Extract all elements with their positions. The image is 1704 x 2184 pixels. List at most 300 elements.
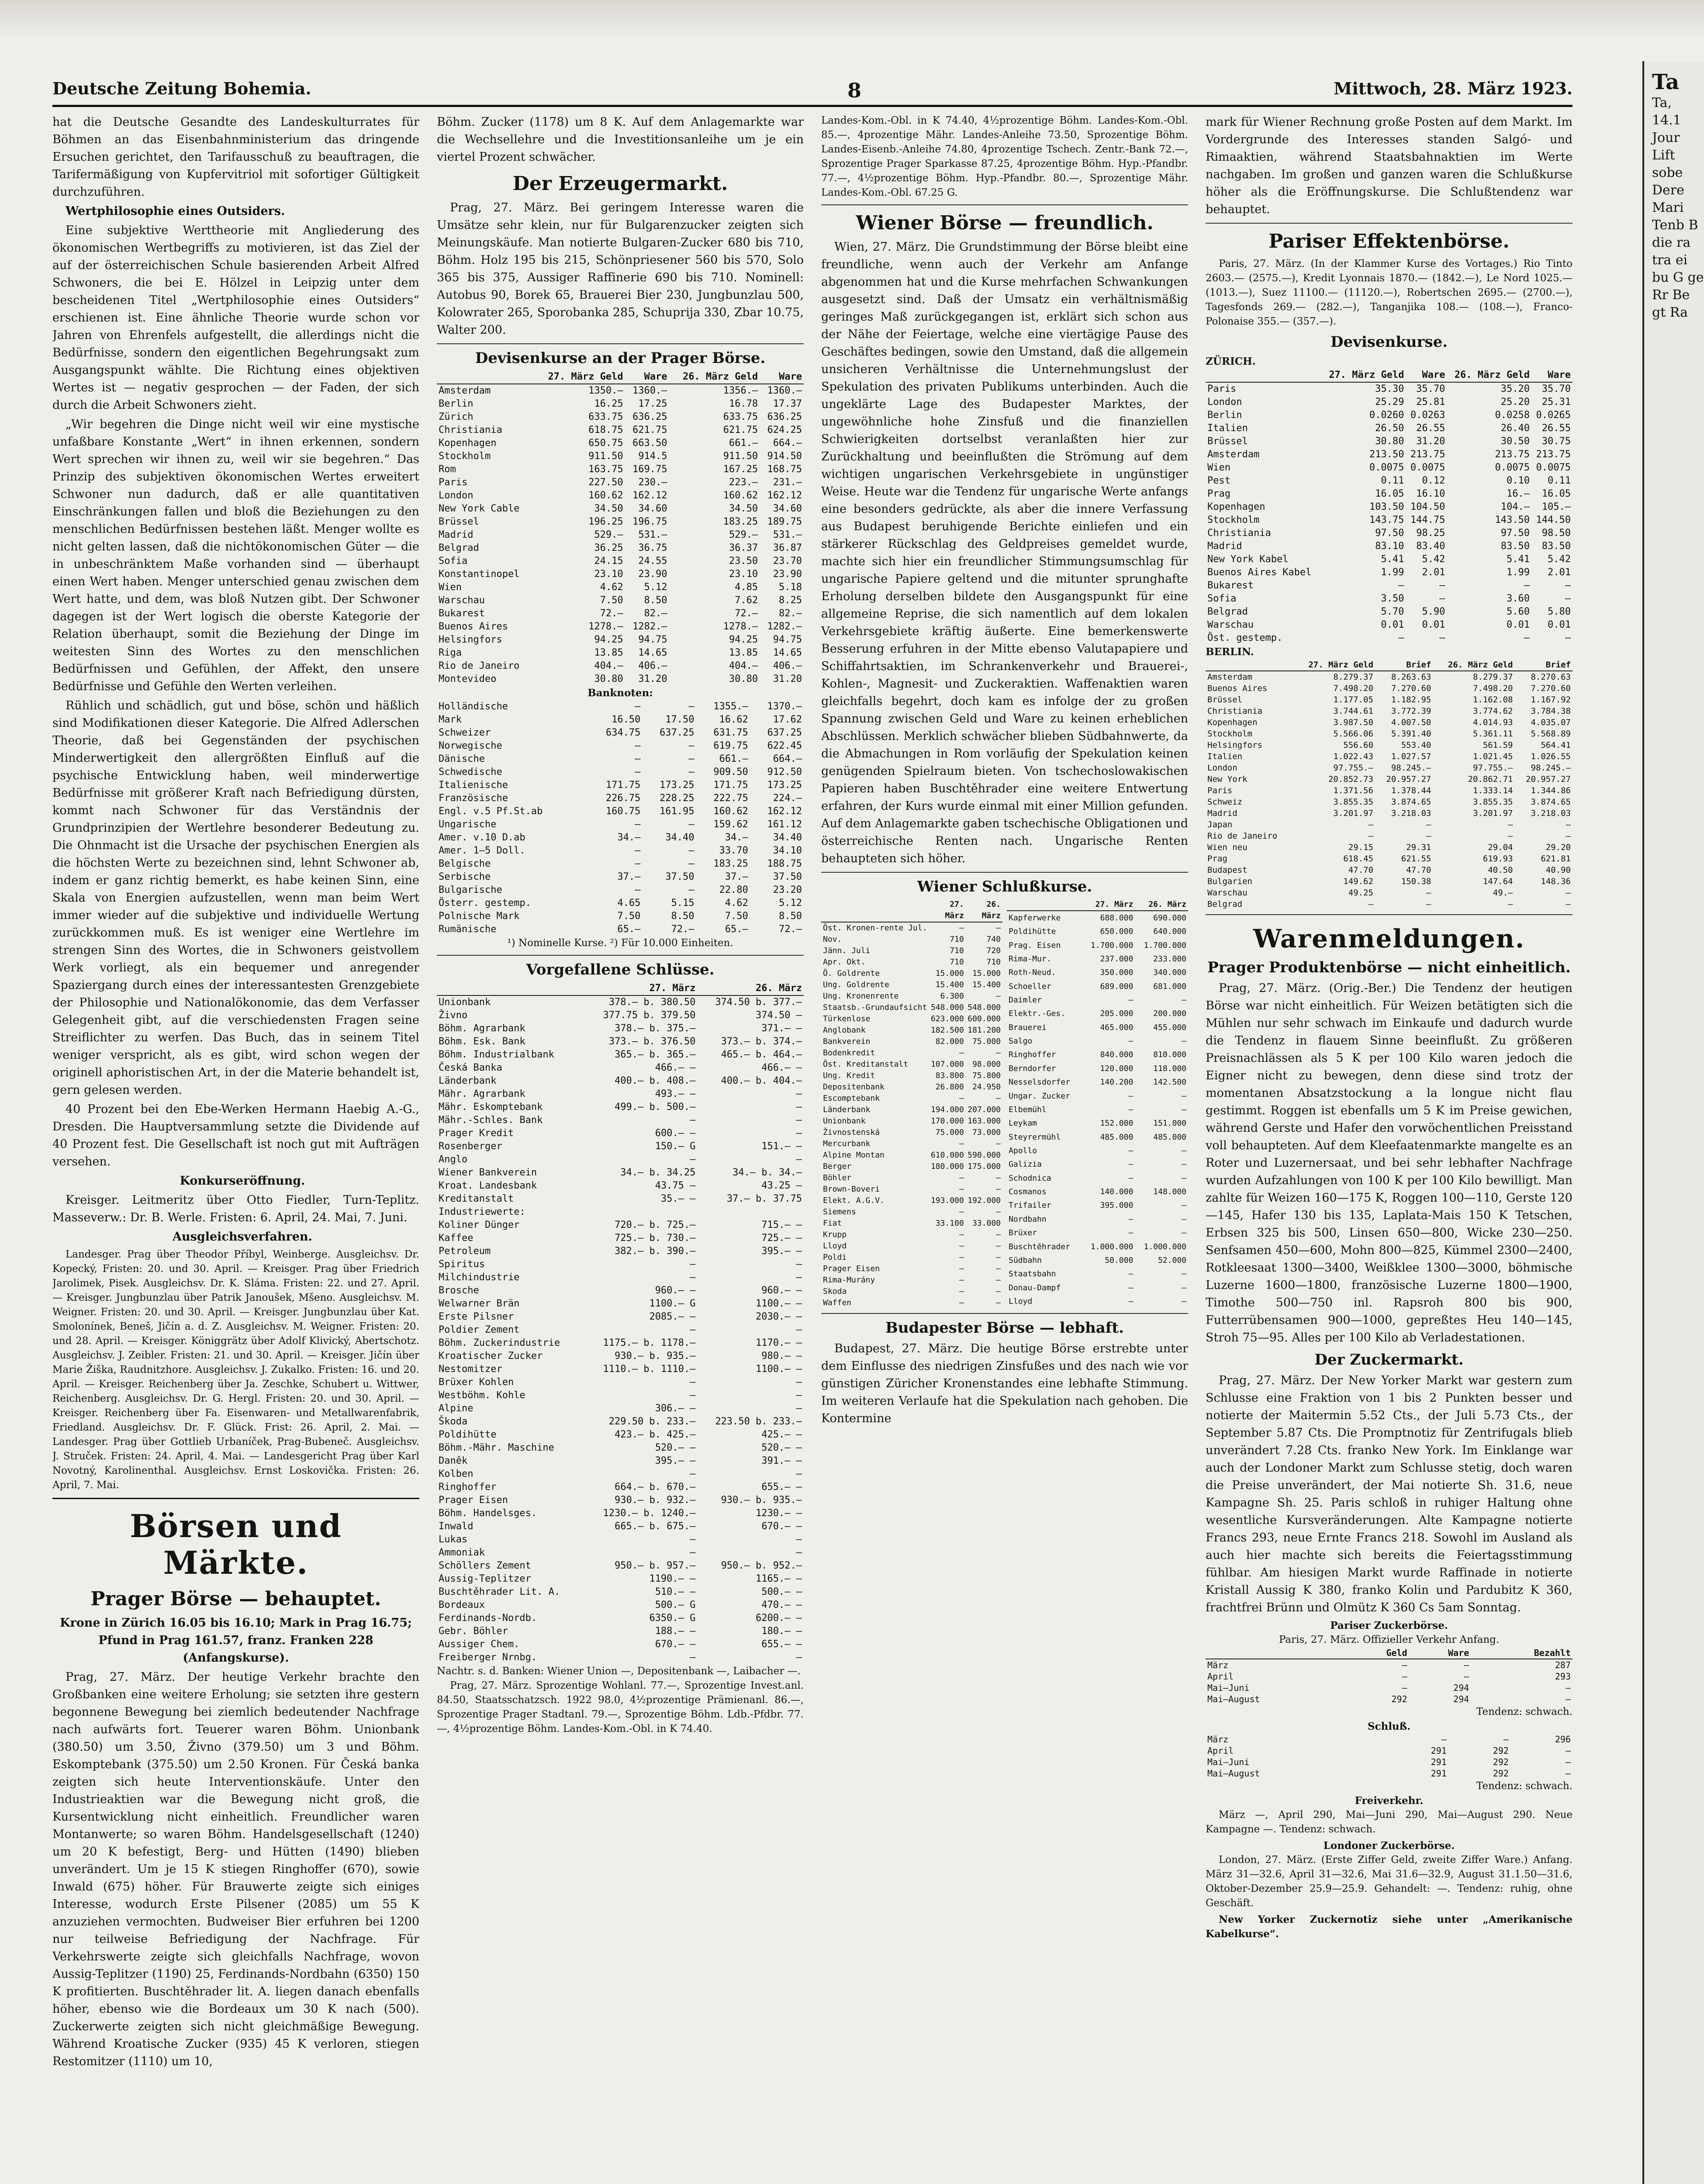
- zurich-cell: —: [1524, 632, 1530, 643]
- banknoten-cell: 173.25: [767, 780, 802, 791]
- banknoten-heading: Banknoten:: [588, 687, 653, 699]
- banknoten-cell: 8.50: [779, 911, 802, 922]
- berlin-cell: 3.987.50: [1333, 718, 1373, 727]
- schluesse-cell: 1230.— b. 1240.—: [603, 1508, 696, 1519]
- wiener-schluss-b-row: [1007, 1048, 1188, 1062]
- divider: [437, 955, 804, 956]
- berlin-row: [1206, 705, 1573, 717]
- schluesse-cell: Gebr. Böhler: [439, 1626, 508, 1637]
- zurich-cell: 5.41: [1381, 554, 1404, 565]
- banknoten-cell: Österr. gestemp.: [439, 898, 531, 909]
- wiener-schluss-b-cell: 120.000: [1100, 1064, 1134, 1073]
- berlin-row: [1206, 819, 1573, 830]
- zurich-cell: Brüssel: [1207, 436, 1248, 447]
- zurich-row: [1206, 579, 1573, 592]
- zurich-cell: 213.75: [1410, 449, 1445, 460]
- devisen-cell: 14.65: [773, 647, 802, 658]
- pariser-zucker-b-cell: 291: [1431, 1745, 1447, 1756]
- berlin-cell: 7.498.20: [1333, 684, 1373, 693]
- schluesse-cell: Mähr. Agrarbank: [439, 1089, 525, 1099]
- banknoten-row: [437, 923, 804, 936]
- wiener-schluss-cell: 175.000: [968, 1162, 1001, 1171]
- schluesse-cell: Ferdinands-Nordb.: [439, 1613, 537, 1624]
- berlin-row: [1206, 842, 1573, 853]
- banknoten-cell: 33.70: [719, 845, 748, 856]
- wiener-schluss-cell: 548.000: [968, 1003, 1001, 1012]
- schluesse-cell: —: [690, 1115, 696, 1126]
- schluesse-cell: 151.— —: [761, 1141, 802, 1152]
- berlin-cell: 47.70: [1406, 865, 1431, 875]
- adjacent-text: Ta, 14.1 Jour Lift sobe Dere Mari Tenb B die ra tra ei bu G ge Rr Be gt Ra: [1652, 95, 1704, 320]
- banknoten-cell: 1355.—: [713, 701, 748, 712]
- schluesse-cell: 423.— b. 425.—: [614, 1429, 696, 1440]
- banknoten-cell: 34.40: [773, 832, 802, 843]
- schluesse-cell: —: [796, 1115, 802, 1126]
- schluesse-cell: 1190.— —: [649, 1573, 696, 1584]
- schluesse-cell: Ammoniak: [439, 1547, 485, 1558]
- zurich-row: [1206, 487, 1573, 501]
- berlin-cell: 98.245.—: [1531, 763, 1571, 773]
- wiener-schluss-cell: Berger: [823, 1162, 852, 1171]
- pariser-zucker-cell: 287: [1555, 1660, 1571, 1670]
- berlin-cell: 5.361.11: [1472, 729, 1513, 739]
- banknoten-cell: 637.25: [660, 727, 695, 738]
- devisen-cell: 1278.—: [588, 621, 623, 632]
- schluesse-cell: —: [796, 1377, 802, 1388]
- zurich-cell: 5.90: [1422, 606, 1445, 617]
- zurich-cell: Bukarest: [1207, 580, 1254, 591]
- zurich-cell: 0.11: [1381, 475, 1404, 486]
- zurich-cell: 213.75: [1536, 449, 1571, 460]
- banknoten-cell: 222.75: [713, 793, 748, 804]
- pariser-zucker-cell: Mai—August: [1207, 1694, 1260, 1704]
- schluesse-row: [437, 1638, 804, 1651]
- berlin-cell: 29.04: [1488, 843, 1513, 852]
- schluesse-cell: Aussiger Chem.: [439, 1639, 520, 1650]
- wiener-schluss-b-cell: 640.000: [1153, 927, 1186, 936]
- schluesse-cell: 378.— b. 375.—: [614, 1023, 696, 1034]
- devisen-cell: 167.25: [723, 464, 758, 475]
- zurich-row: [1206, 619, 1573, 632]
- zurich-cell: Christiania: [1207, 528, 1271, 539]
- wiener-schluss-row: [821, 957, 1002, 968]
- pariser-zucker-header: Geld: [1347, 1647, 1409, 1659]
- devisen-cell: 168.75: [767, 464, 802, 475]
- wiener-schluss-cell: —: [996, 1207, 1001, 1216]
- berlin-row: [1206, 694, 1573, 705]
- wiener-schluss-b-row: [1007, 1144, 1188, 1158]
- banknoten-cell: —: [688, 885, 695, 895]
- banknoten-cell: 72.—: [779, 924, 802, 935]
- banknoten-cell: 173.25: [660, 780, 695, 791]
- banknoten-row: [437, 884, 804, 897]
- devisen-cell: 13.85: [594, 647, 623, 658]
- schluesse-cell: 1100.— —: [756, 1364, 802, 1375]
- devisen-cell: 23.10: [729, 569, 758, 580]
- wiener-schluss-row: [821, 1059, 1002, 1070]
- zurich-cell: 104.—: [1500, 501, 1530, 512]
- schluesse-cell: 188.— —: [655, 1626, 696, 1637]
- banknoten-cell: 34.—: [725, 832, 748, 843]
- berlin-row: [1206, 728, 1573, 740]
- devisen-cell: 663.50: [632, 438, 667, 449]
- devisen-cell: 231.—: [773, 477, 802, 488]
- berlin-cell: 149.62: [1343, 877, 1373, 886]
- berlin-table: [1206, 659, 1573, 910]
- wiener-schluss-b-cell: 205.000: [1100, 1009, 1134, 1019]
- devisen-cell: Rio de Janeiro: [439, 660, 520, 671]
- banknoten-cell: Italienische: [439, 780, 508, 791]
- berlin-cell: —: [1508, 899, 1513, 909]
- schluesse-cell: —: [796, 1154, 802, 1165]
- zurich-cell: 104.50: [1410, 501, 1445, 512]
- zurich-cell: 98.50: [1542, 528, 1571, 539]
- pariser-zucker-b-cell: 292: [1493, 1768, 1509, 1779]
- zurich-cell: 0.01: [1422, 619, 1445, 630]
- schluesse-cell: 466.— —: [655, 1062, 696, 1073]
- berlin-row: [1206, 808, 1573, 819]
- wiener-schluss-cell: 710: [950, 935, 964, 944]
- banknoten-cell: 5.15: [671, 898, 695, 909]
- zurich-header: 26. März Geld: [1447, 369, 1531, 382]
- devisen-row: [437, 463, 804, 476]
- wiener-schluss-b-cell: 350.000: [1100, 968, 1134, 978]
- wiener-schlusskurse-table-a: [821, 899, 1002, 1309]
- banknoten-row: [437, 857, 804, 871]
- banknoten-row: [437, 805, 804, 818]
- wiener-schluss-b-cell: Galizia: [1009, 1160, 1042, 1169]
- wiener-schluss-cell: —: [996, 1139, 1001, 1148]
- berlin-cell: 3.774.62: [1472, 706, 1513, 716]
- column-4: [1206, 114, 1573, 2184]
- wiener-schluss-cell: 75.000: [935, 1128, 964, 1137]
- wiener-schluss-b-row: [1007, 1295, 1188, 1309]
- wiener-schluss-b-cell: —: [1182, 1283, 1186, 1292]
- wiener-schluss-b-cell: Prag. Eisen: [1009, 940, 1061, 950]
- berlin-cell: —: [1566, 820, 1571, 829]
- berlin-cell: 1.026.55: [1531, 752, 1571, 761]
- schluesse-row: [437, 1061, 804, 1075]
- berlin-cell: 1.378.44: [1391, 786, 1431, 795]
- wiener-schluss-b-header: [1007, 899, 1082, 911]
- devisen-cell: 30.80: [729, 674, 758, 684]
- wiener-schluss-cell: 600.000: [968, 1014, 1001, 1023]
- banknoten-cell: —: [635, 858, 641, 869]
- zurich-row: [1206, 514, 1573, 527]
- berlin-cell: 3.218.03: [1391, 809, 1431, 818]
- wiener-schluss-b-cell: —: [1128, 1269, 1134, 1279]
- zurich-cell: 26.40: [1500, 423, 1530, 434]
- schluesse-cell: Bordeaux: [439, 1600, 485, 1610]
- devisen-cell: 624.25: [767, 425, 802, 435]
- zurich-cell: Prag: [1207, 488, 1230, 499]
- devisen-row: [437, 450, 804, 463]
- schluesse-row: [437, 1271, 804, 1284]
- berlin-cell: 20.957.27: [1386, 774, 1431, 784]
- schluesse-cell: 43.25 —: [761, 1180, 802, 1191]
- schluesse-cell: —: [690, 1390, 696, 1401]
- berlin-row: [1206, 762, 1573, 774]
- book-review-p3: Rühlich und schädlich, gut und böse, schön und häßlich sind Modifikationen dieser Kategorie. Die Alfred Adlerschen Theorie, daß bei Gegenständen der psychischen Minderwertigkeit den allergrößten Einfluß auf die psychische Entwicklung haben, weil minderwertige Bedürfnisse mit größerer Kraft nach Befriedigung dürsten, kommt nach Schwoner für das Verständnis der Grundprinzipien der Wertlehre besonderer Bedeutung zu. Die Ohnmacht ist die Ursache der psychischen Energien als die höchsten Werte zu bezeichnen sind, lehnt Schwoner ab, indem er ganz richtig bemerkt, es habe keinen Sinn, eine Skala von Energien aufzustellen, wenn man beim Wert immer wieder auf die subjektive und individuelle Wertung zurückkommen muß. Es ist weniger eine Wertlehre im strengen Sinn des Wortes, die in Schwoners geistvollem Werk vorliegt, als ein bequemer und anregender Spaziergang durch eines der interessantesten Grenzgebiete der Philosophie und Nationalökonomie, das dem Verfasser Gelegenheit gibt, auf die verschiedensten Fragen seine Streiflichter zu werfen. Das Buch, das in seinem Titel weniger verspricht, als es gibt, wird schon wegen der originell aphoristischen Art, in der die Materie behandelt ist, gern gelesen werden.: [52, 699, 419, 1097]
- wiener-schluss-cell: 590.000: [968, 1151, 1001, 1160]
- wiener-schluss-cell: Nov.: [823, 935, 842, 944]
- divider: [821, 204, 1188, 205]
- berlin-header: 27. März Geld: [1293, 659, 1375, 671]
- wiener-schluss-b-cell: Donau-Dampf: [1009, 1283, 1061, 1292]
- wiener-schluss-cell: 710: [986, 957, 1001, 967]
- wiener-schluss-row: [821, 1116, 1002, 1127]
- schluesse-cell: 500.— —: [761, 1586, 802, 1597]
- devisen-cell: 227.50: [588, 477, 623, 488]
- banknoten-cell: 37.—: [617, 871, 641, 882]
- devisen-cell: 1360.—: [632, 385, 667, 396]
- pariser-zucker-header: [1206, 1647, 1347, 1659]
- devisen-cell: 94.75: [638, 634, 667, 645]
- wiener-schluss-b-cell: 395.000: [1100, 1201, 1134, 1210]
- banknoten-cell: Rumänische: [439, 924, 497, 935]
- berlin-row: [1206, 796, 1573, 808]
- berlin-cell: 1.167.92: [1531, 695, 1571, 705]
- wiener-schluss-b-cell: —: [1128, 1297, 1134, 1306]
- schluesse-cell: 374.50 —: [756, 1010, 802, 1021]
- schluesse-row: [437, 1245, 804, 1258]
- schluesse-row: [437, 1284, 804, 1297]
- wiener-schluss-b-cell: —: [1182, 1037, 1186, 1046]
- devisen-cell: 406.—: [638, 660, 667, 671]
- wiener-schluss-row: [821, 1036, 1002, 1047]
- wiener-schluss-cell: Escomptebank: [823, 1094, 880, 1103]
- devisen-cell: 14.65: [638, 647, 667, 658]
- zurich-cell: Buenos Aires Kabel: [1207, 567, 1312, 578]
- devisen-cell: 5.18: [779, 582, 802, 593]
- schluesse-row: [437, 1127, 804, 1140]
- devisen-note: ¹) Nominelle Kurse. ²) Für 10.000 Einheiten.: [507, 937, 733, 949]
- devisen-cell: Warschau: [439, 595, 485, 606]
- devisen-cell: Konstantinopel: [439, 569, 520, 580]
- zurich-cell: 35.70: [1542, 384, 1571, 394]
- berlin-cell: Helsingfors: [1207, 740, 1262, 750]
- schluesse-cell: Unionbank: [439, 997, 491, 1008]
- zurich-cell: —: [1565, 632, 1571, 643]
- devisen-cell: Belgrad: [439, 543, 479, 553]
- schluesse-cell: 493.— —: [655, 1089, 696, 1099]
- devisen-cell: 31.20: [773, 674, 802, 684]
- zurich-cell: 30.50: [1500, 436, 1530, 447]
- pariser-zucker-cell: —: [1464, 1660, 1469, 1670]
- wiener-schluss-cell: Ö. Goldrente: [823, 969, 880, 978]
- zurich-table: [1206, 369, 1573, 645]
- zurich-cell: 16.—: [1507, 488, 1530, 499]
- masthead-title: Deutsche Zeitung Bohemia.: [52, 79, 311, 98]
- wiener-schluss-b-row: [1007, 966, 1188, 980]
- berlin-cell: —: [1426, 888, 1431, 898]
- schluesse-cell: 371.— —: [761, 1023, 802, 1034]
- schluesse-cell: —: [796, 1652, 802, 1663]
- wiener-schluss-b-cell: Brauerei: [1009, 1023, 1047, 1032]
- banknoten-row: [437, 818, 804, 831]
- devisen-cell: 911.50: [723, 451, 758, 462]
- devisen-cell: 36.25: [594, 543, 623, 553]
- zurich-row: [1206, 566, 1573, 579]
- berlin-row: [1206, 864, 1573, 876]
- berlin-cell: Amsterdam: [1207, 672, 1252, 682]
- banknoten-cell: 637.25: [767, 727, 802, 738]
- berlin-cell: 553.40: [1401, 740, 1431, 750]
- masthead: [52, 79, 1573, 107]
- schluesse-cell: 1170.— —: [756, 1337, 802, 1348]
- berlin-cell: 618.45: [1343, 854, 1373, 864]
- berlin-cell: 3.855.35: [1333, 797, 1373, 807]
- pariser-zucker-cell: —: [1565, 1694, 1571, 1704]
- zurich-cell: 0.01: [1548, 619, 1571, 630]
- schluesse-cell: 715.— —: [761, 1220, 802, 1230]
- wiener-schluss-cell: —: [959, 1185, 964, 1194]
- wiener-schluss-cell: —: [996, 1185, 1001, 1194]
- wiener-schluss-b-row: [1007, 911, 1188, 925]
- berlin-row: [1206, 751, 1573, 762]
- wiener-schluss-b-cell: 140.200: [1100, 1078, 1134, 1087]
- schluesse-cell: 655.— —: [761, 1639, 802, 1650]
- schluesse-cell: [697, 1206, 804, 1219]
- wiener-schluss-cell: 107.000: [930, 1060, 964, 1069]
- pariser-zucker-b-row: [1206, 1756, 1573, 1768]
- berlin-cell: 8.279.37: [1472, 672, 1513, 682]
- berlin-row: [1206, 853, 1573, 864]
- berlin-cell: 8.279.37: [1333, 672, 1373, 682]
- banknoten-cell: 664.—: [773, 753, 802, 764]
- schluesse-row: [437, 1481, 804, 1494]
- wiener-schluss-cell: Siemens: [823, 1207, 856, 1216]
- zurich-cell: 83.10: [1375, 541, 1404, 552]
- devisen-cell: 162.12: [632, 490, 667, 501]
- zurich-cell: 3.60: [1507, 593, 1530, 604]
- wiener-schluss-row: [821, 1206, 1002, 1218]
- wiener-schluss-b-cell: 151.000: [1153, 1119, 1186, 1128]
- zurich-cell: —: [1398, 580, 1404, 591]
- divider: [1206, 914, 1573, 915]
- banknoten-cell: 16.50: [612, 714, 641, 725]
- schluesse-cell: 665.— b. 675.—: [614, 1521, 696, 1532]
- freiverkehr-heading: Freiverkehr.: [1355, 1795, 1424, 1807]
- wiener-schluss-cell: 740: [986, 935, 1001, 944]
- banknoten-row: [437, 910, 804, 923]
- zurich-cell: 98.25: [1416, 528, 1445, 539]
- schluesse-cell: Spiritus: [439, 1259, 485, 1270]
- devisen-cell: 1356.—: [723, 385, 758, 396]
- devisen-cell: 160.62: [723, 490, 758, 501]
- zurich-cell: 16.10: [1416, 488, 1445, 499]
- wiener-schluss-b-cell: —: [1128, 1214, 1134, 1224]
- schluesse-row: [437, 1075, 804, 1088]
- pariser-zucker-b-cell: 292: [1493, 1745, 1509, 1756]
- banknoten-cell: —: [635, 819, 641, 830]
- wiener-schluss-row: [821, 1229, 1002, 1241]
- schluesse-cell: 229.50 b. 233.—: [608, 1416, 696, 1427]
- devisen-cell: 1278.—: [723, 621, 758, 632]
- wiener-schluss-b-cell: —: [1182, 1091, 1186, 1101]
- schluesse-row: [437, 1232, 804, 1245]
- schluesse-cell: Lukas: [439, 1534, 468, 1545]
- wiener-schluss-b-row: [1007, 1171, 1188, 1185]
- wiener-schluss-row: [821, 1161, 1002, 1172]
- devisen-cell: 914.5: [638, 451, 667, 462]
- wiener-schluss-cell: Ung. Kronenrente: [823, 992, 899, 1001]
- zurich-cell: 25.81: [1416, 397, 1445, 408]
- banknoten-cell: 37.50: [665, 871, 695, 882]
- page-number: 8: [847, 79, 862, 102]
- berlin-cell: 8.270.63: [1531, 672, 1571, 682]
- banknoten-cell: 17.50: [665, 714, 695, 725]
- berlin-header: 26. März Geld: [1433, 659, 1514, 671]
- adjacent-page-strip: [1642, 61, 1704, 2184]
- banknoten-cell: 159.62: [713, 819, 748, 830]
- col4-intro: mark für Wiener Rechnung große Posten auf dem Markt. Im Vordergrunde des Interesses standen Salgó- und Rimaaktien, während Staatsbahnaktien im Werte nachgaben. Im großen und ganzen waren die Schlußkurse höher als die Eröffnungskurse. Die Schlußtendenz war behauptet.: [1206, 115, 1573, 216]
- zurich-cell: 0.0258: [1495, 410, 1530, 421]
- banknoten-cell: 23.20: [773, 885, 802, 895]
- schluesse-cell: 725.— b. 730.—: [614, 1233, 696, 1244]
- wiener-schluss-cell: 182.500: [930, 1026, 964, 1035]
- devisen-cell: 16.25: [594, 398, 623, 409]
- schluesse-heading: Vorgefallene Schlüsse.: [526, 961, 715, 978]
- schluesse-cell: Inwald: [439, 1521, 474, 1532]
- wiener-schluss-cell: 207.000: [968, 1105, 1001, 1114]
- pariser-zucker-header: Ware: [1409, 1647, 1471, 1659]
- wiener-schluss-b-row: [1007, 1021, 1188, 1034]
- schluesse-cell: 378.— b. 380.50: [608, 997, 696, 1008]
- divider: [821, 872, 1188, 873]
- zurich-cell: Paris: [1207, 384, 1237, 394]
- zurich-cell: 0.01: [1507, 619, 1530, 630]
- wiener-schluss-b-header: 27. März: [1082, 899, 1135, 911]
- pariser-zucker-b-cell: —: [1441, 1734, 1447, 1745]
- devisen-cell: 664.—: [773, 438, 802, 449]
- wiener-schluss-b-cell: Rima-Mur.: [1009, 954, 1051, 964]
- pariser-effekten-text: Paris, 27. März. (In der Klammer Kurse des Vortages.) Rio Tinto 2603.— (2575.—), Kredit Lyonnais 1870.— (1842.—), Le Nord 1025.— (1013.—), Suez 11100.— (11120.—), Robertschen 2695.— (2700.—), Tagesfonds 269.— (282.—), Tanganjika 108.— (108.—), Franco-Polonaise 355.— (357.—).: [1206, 258, 1573, 327]
- wiener-schluss-b-cell: 840.000: [1100, 1050, 1134, 1060]
- devisen-cell: 34.50: [729, 503, 758, 514]
- schluesse-cell: —: [796, 1469, 802, 1479]
- zurich-cell: 97.50: [1375, 528, 1404, 539]
- schluesse-cell: —: [690, 1272, 696, 1283]
- wiener-schluss-row: [821, 1172, 1002, 1184]
- berlin-cell: 29.31: [1406, 843, 1431, 852]
- devisen-cell: 404.—: [729, 660, 758, 671]
- schluesse-cell: Kaffee: [439, 1233, 474, 1244]
- zurich-cell: —: [1398, 632, 1404, 643]
- devisen-prag-heading: Devisenkurse an der Prager Börse.: [475, 349, 766, 367]
- wiener-schluss-b-row: [1007, 1158, 1188, 1171]
- wiener-schluss-cell: Rima-Murány: [823, 1275, 875, 1285]
- wiener-schluss-cell: 193.000: [930, 1196, 964, 1205]
- wiener-schluss-b-row: [1007, 1240, 1188, 1254]
- wiener-schluss-cell: Öst. Kronen-rente Jul.: [823, 923, 927, 933]
- devisen-cell: 36.87: [773, 543, 802, 553]
- banknoten-cell: —: [635, 753, 641, 764]
- column-2: [437, 114, 804, 2184]
- berlin-cell: —: [1426, 820, 1431, 829]
- banknoten-cell: 34.10: [773, 845, 802, 856]
- zurich-cell: 0.0263: [1410, 410, 1445, 421]
- devisen-cell: 23.90: [638, 569, 667, 580]
- zurich-cell: Wien: [1207, 462, 1230, 473]
- divider: [1206, 223, 1573, 224]
- berlin-cell: 98.245.—: [1391, 763, 1431, 773]
- zurich-cell: 26.50: [1375, 423, 1404, 434]
- berlin-cell: 3.201.97: [1333, 809, 1373, 818]
- schluesse-cell: —: [796, 1102, 802, 1113]
- devisen-prag-table: [437, 370, 804, 686]
- schluesse-cell: 6200.— —: [756, 1613, 802, 1624]
